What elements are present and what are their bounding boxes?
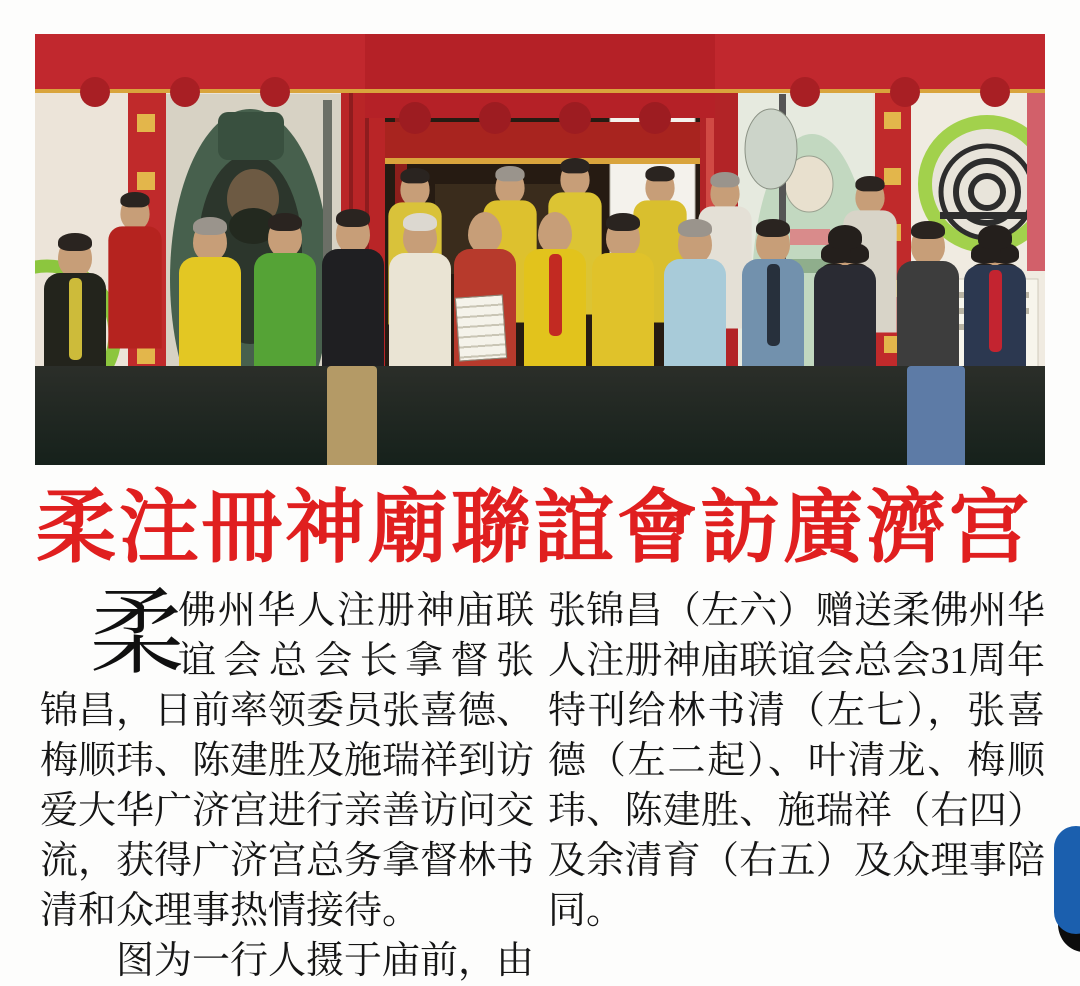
person-head xyxy=(193,220,227,262)
person-head xyxy=(911,224,945,266)
body-text-line: 谊会总会长拿督张 xyxy=(178,640,534,682)
person-head xyxy=(58,236,92,278)
body-text-line: 人注册神庙联谊会总会31周年 xyxy=(548,640,1045,682)
person-hair xyxy=(193,217,227,235)
person-hair xyxy=(58,233,92,251)
shirt-accent xyxy=(69,278,82,360)
body-text-line: 流，获得广济宫总务拿督林书 xyxy=(40,840,534,882)
khaki-trousers xyxy=(327,366,377,465)
body-text-line: 德（左二起）、叶清龙、梅顺 xyxy=(548,740,1045,782)
person-head xyxy=(710,175,739,211)
person-hair xyxy=(120,192,149,207)
body-text-line: 锦昌，日前率领委员张喜德、 xyxy=(40,690,534,732)
body-text-line: 及余清育（右五）及众理事陪 xyxy=(548,840,1045,882)
person-head xyxy=(645,169,674,205)
shirt-accent xyxy=(767,264,780,346)
person-hair xyxy=(645,166,674,181)
person-hair xyxy=(606,213,640,231)
person-hair xyxy=(336,209,370,227)
body-text-line: 张锦昌（左六）赠送柔佛州华 xyxy=(548,590,1045,632)
person-hair xyxy=(268,213,302,231)
body-text-line: 玮、陈建胜、施瑞祥（右四） xyxy=(548,790,1045,832)
floating-action-button[interactable] xyxy=(1054,826,1080,934)
souvenir-booklet xyxy=(455,294,507,361)
people-trousers xyxy=(35,366,1045,465)
person-head xyxy=(560,161,589,197)
person-hair xyxy=(403,213,437,231)
person-head xyxy=(855,179,884,215)
body-text-line: 爱大华广济宫进行亲善访问交 xyxy=(40,790,534,832)
person-head xyxy=(120,195,149,231)
person-head xyxy=(468,212,502,254)
person-head xyxy=(336,212,370,254)
person-head xyxy=(756,222,790,264)
shirt-accent xyxy=(989,270,1002,352)
person-head xyxy=(538,212,572,254)
person-hair xyxy=(495,166,524,181)
person-head xyxy=(828,228,862,270)
person-head xyxy=(678,222,712,264)
person-head xyxy=(495,169,524,205)
person-head xyxy=(268,216,302,258)
person-hair xyxy=(911,221,945,239)
person-head xyxy=(978,228,1012,270)
person xyxy=(524,212,586,391)
article-column-left xyxy=(40,582,534,986)
article-photo xyxy=(35,34,1045,465)
person-hair xyxy=(400,168,429,183)
article-column-right xyxy=(548,586,1045,936)
person-hair xyxy=(560,158,589,173)
body-text-line: 图为一行人摄于庙前，由 xyxy=(116,940,534,982)
person-hair xyxy=(828,225,862,249)
person-hair xyxy=(978,225,1012,249)
drop-cap: 柔 xyxy=(90,582,185,686)
jeans xyxy=(907,366,965,465)
article-headline: 柔注冊神廟聯誼會訪廣濟宫 xyxy=(36,483,1032,572)
person xyxy=(108,195,161,349)
person-head xyxy=(606,216,640,258)
body-text-line: 梅顺玮、陈建胜及施瑞祥到访 xyxy=(40,740,534,782)
person-head xyxy=(403,216,437,258)
body-text-line: 佛州华人注册神庙联 xyxy=(178,590,534,632)
person-hair xyxy=(855,176,884,191)
person-head xyxy=(400,171,429,207)
person-hair xyxy=(756,219,790,237)
body-text-line: 清和众理事热情接待。 xyxy=(40,890,421,932)
person-hair xyxy=(678,219,712,237)
person-hair xyxy=(710,172,739,187)
body-text-line: 同。 xyxy=(548,890,625,932)
person-shirt xyxy=(108,226,161,348)
body-text-line: 特刊给林书清（左七），张喜 xyxy=(548,690,1045,732)
shirt-accent xyxy=(549,254,562,336)
person xyxy=(322,212,384,391)
